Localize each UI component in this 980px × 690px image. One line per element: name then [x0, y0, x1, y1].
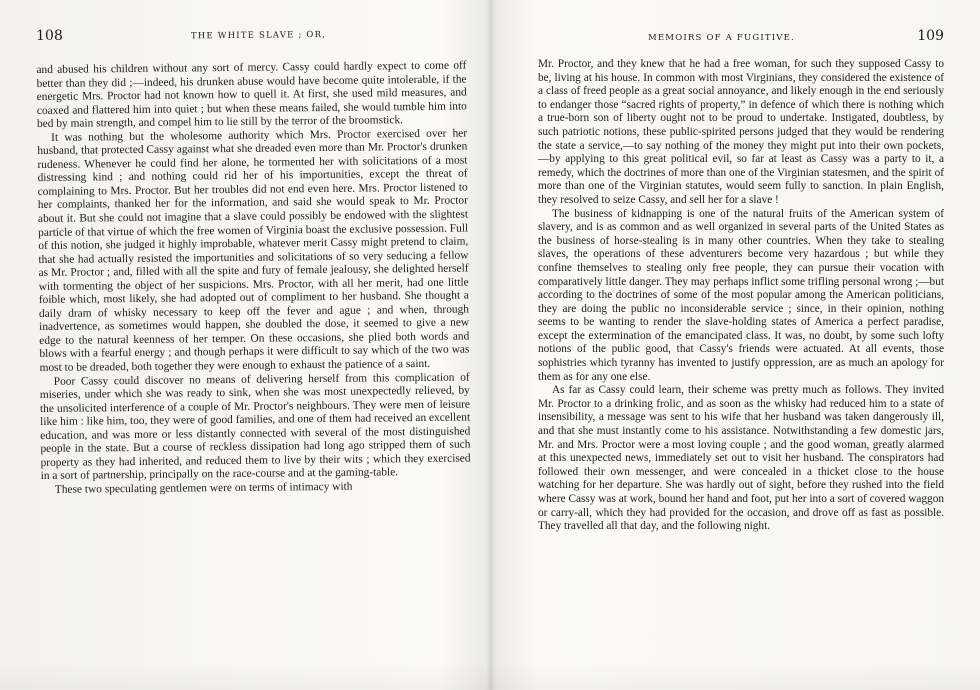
book-gutter	[486, 0, 496, 690]
left-page-text	[36, 59, 471, 497]
left-running-title: THE WHITE SLAVE ; OR,	[190, 29, 327, 42]
right-page	[538, 28, 944, 534]
right-running-title: MEMOIRS OF A FUGITIVE.	[648, 33, 795, 43]
left-page-number: 108	[36, 27, 63, 44]
page-bottom-shadow	[0, 662, 980, 690]
left-paragraph-1: and abused his children without any sort of mercy. Cassy could hardly expect to come off better than they did ;—indeed, his drunken abuse would have become quite intolerable, if the energetic Mrs. Proctor had not known how to quell it. At first, she used mild measures, and coaxed and flattered him into quiet ; but when these means failed, she would tumble him into bed by main strength, and compel him to lie still by the terror of the broomstick.	[36, 59, 467, 131]
right-paragraph-3: As far as Cassy could learn, their scheme was pretty much as follows. They invited Mr. Proctor to a drinking frolic, and as soon as the whisky had reduced him to a state of insensibility, a message was sent to his wife that her husband was taken dangerously ill, and that she must instantly come to his assistance. Notwithstanding a few domestic jars, Mr. and Mrs. Proctor were a most loving couple ; and the good woman, greatly alarmed at this unexpected news, immediately set out to visit her husband. The conspirators had followed their own messenger, and were concealed in a thicket close to the house watching for her departure. She was hardly out of sight, before they rushed into the field where Cassy was at work, bound her hand and foot, put her into a sort of covered waggon or carry-all, which they had provided for the occasion, and drove off as fast as possible. They travelled all that day, and the following night.	[538, 384, 944, 533]
right-page-text	[538, 58, 944, 534]
left-running-head	[36, 23, 466, 50]
left-paragraph-2: It was nothing but the wholesome authority which Mrs. Proctor exercised over her husband, that protected Cassy against what she dreaded even more than Mr. Proctor's drunken rudeness. Whenever he could find her alone, he tormented her with solicitations of a most distressing kind ; and nothing could rid her of his importunities, except the threat of complaining to Mrs. Proctor. But her troubles did not end even here. Mrs. Proctor listened to her complaints, thanked her for the information, and said she would speak to Mr. Proctor about it. But she could not imagine that a slave could possibly be endowed with the slightest particle of that virtue of which the free women of Virginia boast the exclusive possession. Full of this notion, she judged it highly improbable, whatever merit Cassy might pretend to claim, that she had actually resisted the importunities and solicitations of so very seducing a fellow as Mr. Proctor ; and, filled with all the spite and fury of female jealousy, she delighted herself with tormenting the object of her suspicions. Mrs. Proctor, with all her merit, had one little foible which, most likely, she had adopted out of compliment to her husband. She thought a daily dram of whisky necessary to keep off the fever and ague ; and when, through inadvertence, as sometimes would happen, she doubled the dose, it seemed to give a new edge to the natural keenness of her temper. On these occasions, she plied both words and blows with a fearful energy ; and though perhaps it were difficult to say which of the two was most to be dreaded, both together they were enough to exhaust the patience of a saint.	[37, 127, 470, 375]
left-paragraph-4: These two speculating gentlemen were on terms of intimacy with	[54, 480, 353, 496]
right-paragraph-2: The business of kidnapping is one of the natural fruits of the American system of slavery, and is as common and as well organized in several parts of the United States as the business of horse-stealing is in many other countries. When they take to stealing slaves, the operations of these adventurers become very hazardous ; but while they confine themselves to stealing only free people, they can pursue their vocation with comparatively little danger. They may perhaps inflict some trifling personal wrong ;—but according to the doctrines of some of the most popular among the American politicians, they are doing the public no inconsiderable service ; since, in their opinion, nothing seems to be wanting to render the slave-holding states of America a perfect paradise, except the extermination of the emancipated class. It was, no doubt, by some such lofty notions of the public good, that Cassy's friends were actuated. At all events, those sophistries which tyranny has invented to justify oppression, are as much an apology for them as for any one else.	[538, 207, 944, 383]
right-paragraph-1: Mr. Proctor, and they knew that he had a free woman, for such they supposed Cassy to be, living at his house. In common with most Virginians, they considered the existence of a class of freed people as a great social annoyance, and likely enough in the end seriously to endanger those “sacred rights of property,” in defence of which there is nothing which a true-born son of liberty ought not to be proud to undertake. Instigated, doubtless, by such patriotic notions, these public-spirited persons judged that they would be rendering the state a service,—to say nothing of the money they might put into their own pockets,—by applying to this great political evil, so far at least as Cassy was a party to it, a remedy, which the doctrines of more than one of the Virginian statesmen, and the spirit of more than one of the Virginian statutes, would seem fully to sanction. In plain English, they resolved to seize Cassy, and sell her for a slave !	[538, 58, 944, 206]
right-running-head	[538, 28, 944, 50]
left-paragraph-3: Poor Cassy could discover no means of delivering herself from this complication of miseries, under which she was ready to sink, when she was most unexpectedly relieved, by the unsolicited interference of a couple of Mr. Proctor's neighbours. They were men of leisure like him : like him, too, they were of good families, and one of them had received an excellent education, and was more or less distantly connected with several of the most distinguished people in the state. But a course of reckless dissipation had long ago stripped them of such property as they had inherited, and reduced them to live by their wits ; which they exercised in a sort of partnership, principally on the race-course and at the gaming-table.	[39, 371, 471, 483]
right-page-number: 109	[917, 28, 944, 44]
left-page	[36, 23, 471, 497]
